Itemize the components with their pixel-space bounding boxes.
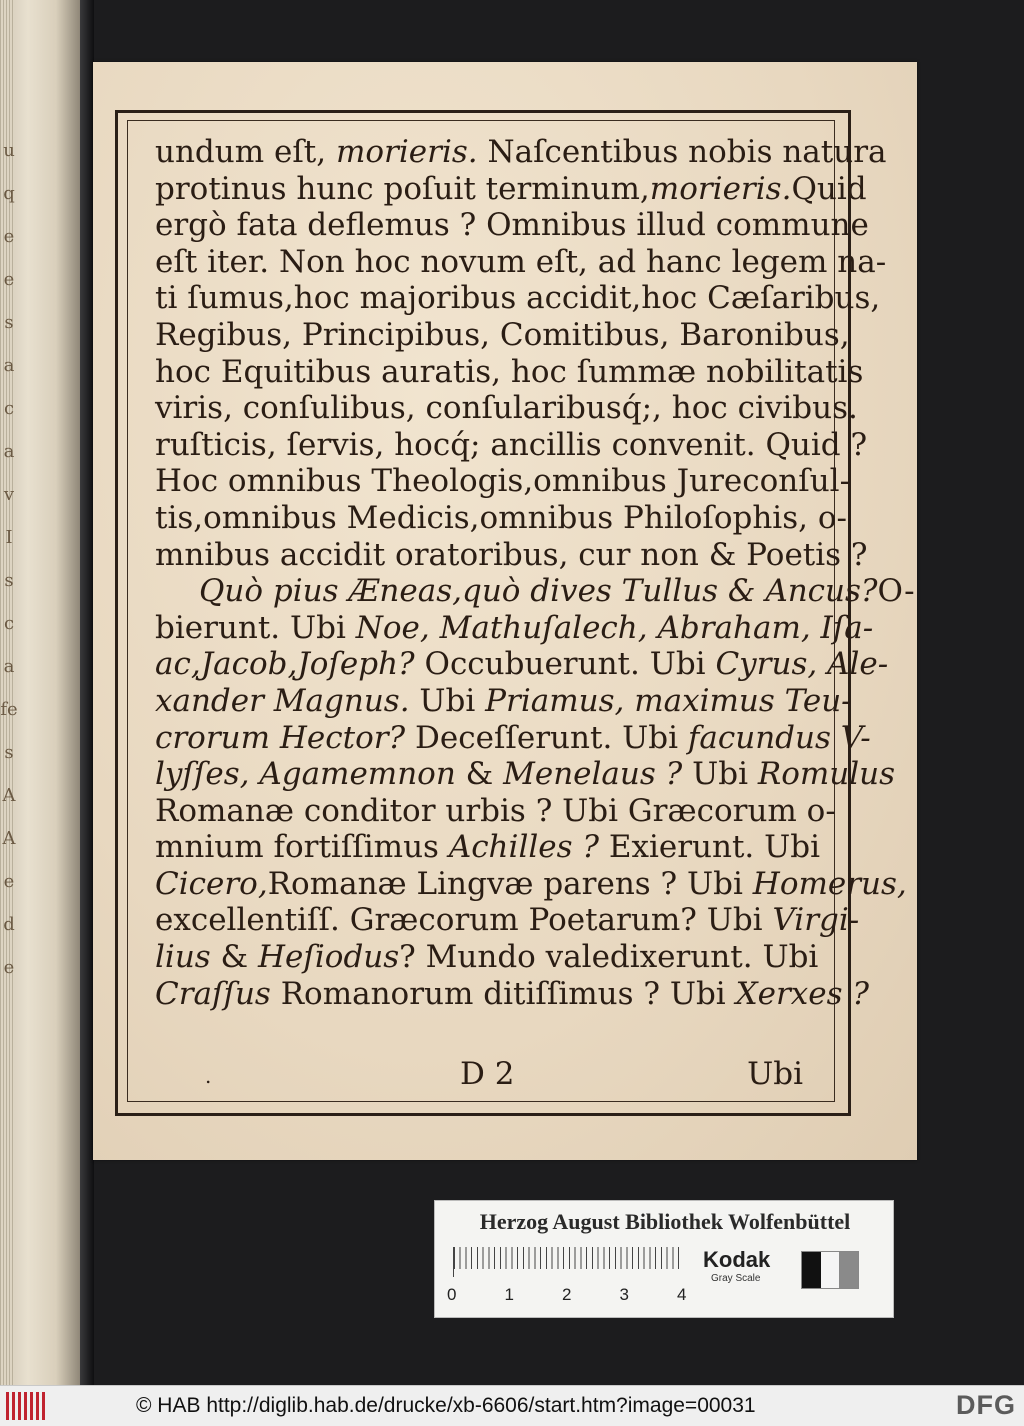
previous-page-char: a: [3, 656, 15, 677]
text-line: [155, 207, 869, 244]
text-line: [155, 280, 881, 317]
text-line: [155, 243, 887, 281]
text-run: Regibus, Principibus, Comitibus, Baronibus,: [155, 316, 850, 353]
previous-page-text: [0, 140, 18, 978]
italic-text: Cyrus, Ale-: [715, 646, 889, 683]
kodak-logo: Kodak: [703, 1247, 771, 1272]
previous-page-edge: [0, 0, 80, 1385]
text-line: [155, 975, 870, 1013]
italic-text: morieris.: [335, 134, 478, 170]
ruler-scale: [453, 1247, 684, 1277]
previous-page-char: A: [2, 828, 16, 849]
ruler-number: 2: [562, 1285, 572, 1304]
ruler-number: 4: [677, 1285, 687, 1304]
text-run: tis,omnibus Medicis,omnibus Philoſophis, o-: [155, 499, 847, 536]
hab-logo-icon: [6, 1392, 48, 1420]
catchword: Ubi: [747, 1056, 803, 1092]
footer-dot: .: [205, 1064, 212, 1088]
text-line: [155, 756, 896, 793]
signature-mark: D 2: [460, 1056, 515, 1092]
text-line: [155, 316, 850, 354]
text-run: eſt iter. Non hoc novum eſt, ad hanc legem na-: [155, 243, 887, 280]
italic-text: Heſiodus: [258, 939, 400, 976]
gray-patch: [802, 1252, 821, 1288]
text-line: [155, 646, 889, 683]
bottom-bar: [0, 1385, 1024, 1426]
page-footer: [155, 1056, 803, 1150]
previous-page-char: e: [3, 269, 15, 290]
text-line: [155, 865, 907, 903]
previous-page-char: v: [3, 484, 15, 505]
text-line: [155, 499, 847, 537]
text-line: [155, 573, 915, 610]
italic-text: crorum Hector?: [155, 719, 406, 756]
italic-text: Romulus: [757, 756, 896, 793]
text-run: viris, conſulibus, conſularibusq́;, hoc civibus.: [155, 390, 858, 427]
text-run: protinus hunc poſuit terminum,: [155, 170, 650, 207]
italic-text: facundus V-: [687, 719, 871, 756]
text-line: [155, 536, 868, 574]
previous-page-char: s: [4, 570, 14, 591]
italic-text: Homerus,: [752, 865, 907, 902]
text-run: Hoc omnibus Theologis,omnibus Jureconſul-: [155, 463, 851, 500]
text-line: [155, 353, 864, 391]
ruler-number: 3: [619, 1285, 629, 1304]
text-run: ergò fata deflemus ? Omnibus illud commune: [155, 207, 869, 244]
italic-text: morieris.: [649, 170, 792, 207]
previous-page-char: fe: [0, 699, 18, 720]
italic-text: Virgi-: [772, 902, 860, 939]
previous-page-char: A: [2, 785, 16, 806]
previous-page-char: a: [3, 441, 15, 462]
italic-text: ac,Jacob,Joſeph?: [155, 646, 415, 683]
italic-text: Priamus, maximus Teu-: [485, 682, 852, 719]
dfg-logo: DFG: [956, 1390, 1016, 1420]
previous-page-char: e: [3, 226, 15, 247]
text-run: bierunt. Ubi: [155, 609, 356, 646]
text-line: [155, 682, 852, 720]
text-line: [155, 609, 874, 647]
previous-page-char: q: [3, 183, 15, 204]
text-run: Ubi: [409, 682, 486, 719]
color-scale-card: [434, 1200, 894, 1318]
gray-patch: [839, 1252, 858, 1288]
italic-text: lyſſes, Agamemnon: [155, 756, 456, 793]
italic-text: Noe, Mathuſalech, Abraham, Iſa-: [355, 609, 874, 646]
text-run: Deceſſerunt. Ubi: [405, 719, 688, 756]
gray-scale-label: Gray Scale: [711, 1273, 761, 1284]
text-run: Naſcentibus nobis natura: [477, 134, 887, 170]
text-line: [155, 426, 868, 464]
copyright-link[interactable]: © HAB http://diglib.hab.de/drucke/xb-6606/start.htm?image=00031: [136, 1394, 756, 1417]
book-page: [93, 62, 917, 1160]
text-run: Romanæ Lingvæ parens ? Ubi: [267, 865, 753, 902]
italic-text: xander Magnus.: [155, 682, 410, 719]
text-line: [155, 902, 860, 939]
previous-page-char: e: [3, 957, 15, 978]
previous-page-char: u: [3, 140, 15, 161]
text-run: excellentiſſ. Græcorum Poetarum? Ubi: [155, 902, 773, 939]
text-run: Romanorum ditiſſimus ? Ubi: [270, 975, 736, 1012]
text-run: hoc Equitibus auratis, hoc ſummæ nobilitatis: [155, 353, 864, 390]
text-run: ruſticis, ſervis, hocq́; ancillis convenit. Quid ?: [155, 426, 868, 463]
text-run: Romanæ conditor urbis ? Ubi Græcorum o-: [155, 792, 836, 829]
page-text: [155, 134, 915, 1012]
previous-page-char: s: [4, 742, 14, 763]
text-line: [155, 829, 821, 866]
italic-text: Cicero,: [155, 865, 268, 902]
book-binding: [80, 0, 94, 1385]
previous-page-char: d: [3, 914, 15, 935]
text-line: [155, 939, 819, 976]
text-run: ? Mundo valedixerunt. Ubi: [399, 939, 819, 976]
text-line: [155, 792, 836, 830]
library-name: Herzog August Bibliothek Wolfenbüttel: [479, 1209, 851, 1234]
text-line: [155, 170, 867, 208]
previous-page-char: c: [3, 398, 15, 419]
text-run: mnium fortiſſimus: [155, 829, 449, 866]
text-run: Ubi: [682, 756, 758, 793]
italic-text: Achilles ?: [448, 829, 599, 866]
italic-text: Craſſus: [155, 975, 271, 1012]
text-run: &: [455, 756, 504, 793]
text-run: undum eſt,: [155, 134, 336, 170]
text-run: &: [210, 939, 259, 976]
previous-page-char: s: [4, 312, 14, 333]
italic-text: lius: [155, 939, 211, 976]
previous-page-char: I: [5, 527, 13, 548]
ruler-number: 1: [504, 1285, 514, 1304]
text-run: Quid: [791, 170, 867, 207]
text-run: Occubuerunt. Ubi: [414, 646, 716, 683]
gray-patch: [821, 1252, 840, 1288]
italic-text: Menelaus ?: [503, 756, 683, 793]
text-run: O-: [877, 573, 915, 610]
text-run: ti ſumus,hoc majoribus accidit,hoc Cæſaribus,: [155, 280, 881, 317]
gray-patches: [801, 1251, 859, 1289]
previous-page-char: e: [3, 871, 15, 892]
text-line: [155, 463, 851, 500]
text-run: mnibus accidit oratoribus, cur non & Poetis ?: [155, 536, 868, 573]
italic-text: Quò pius Æneas,quò dives Tullus & Ancus?: [199, 573, 878, 610]
italic-text: Xerxes ?: [735, 975, 870, 1012]
text-line: [155, 719, 871, 757]
text-run: Exierunt. Ubi: [599, 829, 821, 866]
text-line: [155, 134, 887, 171]
ruler-number: 0: [447, 1285, 457, 1304]
text-line: [155, 390, 858, 427]
previous-page-char: a: [3, 355, 15, 376]
previous-page-char: c: [3, 613, 15, 634]
